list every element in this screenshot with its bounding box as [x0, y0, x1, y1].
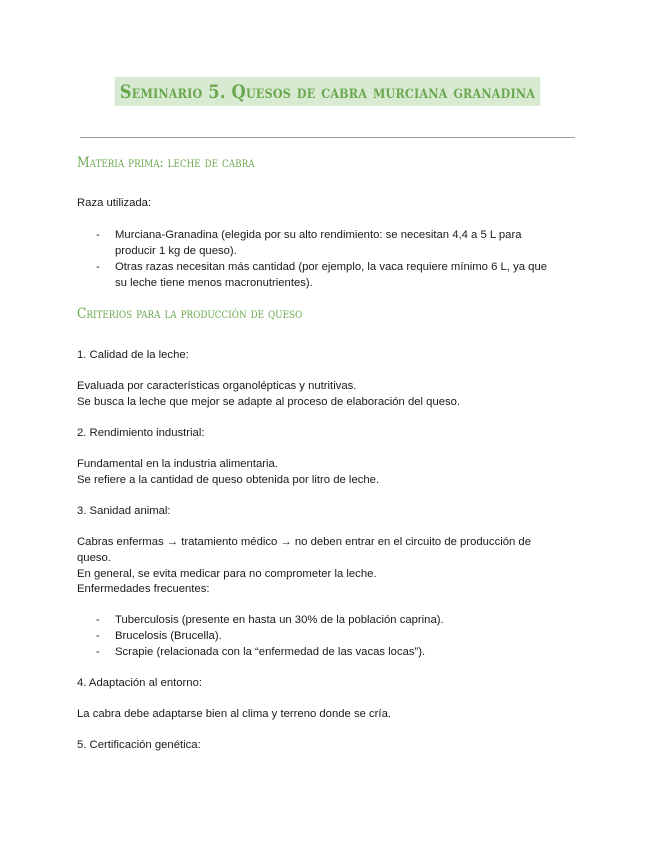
- list-item-text: Murciana-Granadina (elegida por su alto rendimiento: se necesitan 4,4 a 5 L para: [115, 229, 522, 241]
- criterion-1-line-1: Evaluada por características organolépticas y nutritivas.: [77, 380, 357, 392]
- list-item-text: Tuberculosis (presente en hasta un 30% de la población caprina).: [115, 614, 444, 626]
- bullet-dash: -: [96, 261, 100, 273]
- criterion-2-line-2: Se refiere a la cantidad de queso obtenida por litro de leche.: [77, 474, 380, 486]
- section-heading-materia-prima: Materia prima: leche de cabra: [77, 155, 255, 171]
- list-item: [77, 227, 577, 259]
- criterion-3-title: 3. Sanidad animal:: [77, 505, 171, 517]
- list-item: [77, 644, 577, 660]
- criterion-1-title: 1. Calidad de la leche:: [77, 349, 189, 361]
- horizontal-divider: [80, 137, 575, 138]
- criterion-3-line-3: En general, se evita medicar para no comprometer la leche.: [77, 568, 377, 580]
- criterion-2-title: 2. Rendimiento industrial:: [77, 427, 205, 439]
- list-item: [77, 628, 577, 644]
- criterion-4-line-1: La cabra debe adaptarse bien al clima y terreno donde se cría.: [77, 708, 391, 720]
- list-item-text: Brucelosis (Brucella).: [115, 630, 222, 642]
- criterion-5-title: 5. Certificación genética:: [77, 739, 201, 751]
- breeds-list: [77, 227, 577, 291]
- criterion-3-line-4: Enfermedades frecuentes:: [77, 583, 210, 595]
- bullet-dash: -: [96, 630, 100, 642]
- diseases-list: [77, 612, 577, 660]
- list-item-text-cont: su leche tiene menos macronutrientes).: [115, 277, 313, 289]
- criterion-1-line-2: Se busca la leche que mejor se adapte al proceso de elaboración del queso.: [77, 396, 461, 408]
- bullet-dash: -: [96, 614, 100, 626]
- document-title: Seminario 5. Quesos de cabra murciana granadina: [115, 77, 541, 106]
- criterion-3-line-1: Cabras enfermas → tratamiento médico → no deben entrar en el circuito de producción de: [77, 536, 531, 548]
- title-container: [0, 77, 655, 106]
- list-item-text: Scrapie (relacionada con la “enfermedad de las vacas locas”).: [115, 646, 426, 658]
- list-item-text: Otras razas necesitan más cantidad (por ejemplo, la vaca requiere mínimo 6 L, ya que: [115, 261, 548, 273]
- list-item-text-cont: producir 1 kg de queso).: [115, 245, 237, 257]
- criterion-2-line-1: Fundamental en la industria alimentaria.: [77, 458, 278, 470]
- intro-text: Raza utilizada:: [77, 197, 152, 209]
- section-heading-criterios: Criterios para la producción de queso: [77, 306, 303, 322]
- criterion-4-title: 4. Adaptación al entorno:: [77, 677, 202, 689]
- list-item: [77, 259, 577, 291]
- criterion-3-line-2: queso.: [77, 552, 111, 564]
- list-item: [77, 612, 577, 628]
- bullet-dash: -: [96, 229, 100, 241]
- bullet-dash: -: [96, 646, 100, 658]
